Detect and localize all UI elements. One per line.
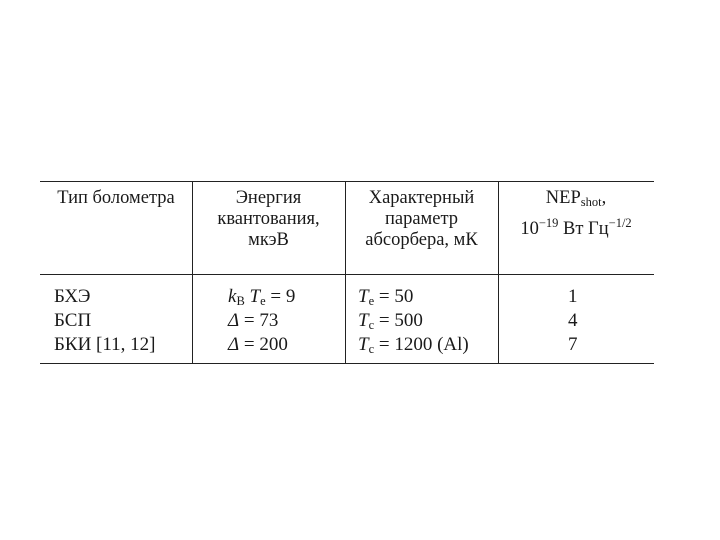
header-divider	[40, 274, 654, 275]
param-subscript: e	[368, 294, 375, 308]
header-line	[498, 188, 654, 213]
nep-unit-exp2: −1/2	[608, 216, 632, 230]
nep-comma: ,	[601, 188, 607, 208]
header-line: Характерный	[368, 188, 475, 208]
nep-label: NEP	[545, 188, 581, 208]
param-subscript: c	[368, 342, 375, 356]
nep-unit-base: 10	[520, 219, 539, 239]
row-parameter	[358, 333, 469, 361]
header-line: мкэВ	[248, 230, 289, 250]
row-type: БХЭ	[54, 286, 91, 307]
energy-symbol-2: T	[244, 286, 261, 307]
param-value: = 1200 (Al)	[374, 334, 469, 355]
header-absorber-parameter	[345, 188, 498, 251]
header-line: абсорбера, мК	[365, 230, 478, 250]
header-line: параметр	[384, 209, 459, 229]
nep-unit-text: Вт Гц	[558, 219, 609, 239]
energy-value: = 73	[239, 310, 279, 331]
param-value: = 50	[374, 286, 414, 307]
header-line: квантования,	[217, 209, 320, 229]
header-line: Энергия	[235, 188, 302, 208]
header-line	[498, 213, 654, 240]
energy-symbol: Δ	[228, 310, 240, 331]
row-energy	[228, 333, 288, 357]
energy-subscript-2: e	[260, 294, 266, 308]
row-type: БСП	[54, 310, 92, 331]
row-energy	[228, 309, 278, 333]
header-nep-shot	[498, 188, 654, 240]
bolometer-table	[40, 181, 654, 364]
row-nep: 1	[568, 286, 578, 307]
param-symbol: T	[358, 334, 369, 355]
header-line: Тип болометра	[57, 188, 175, 208]
header-bolometer-type	[40, 188, 192, 209]
row-nep: 4	[568, 310, 578, 331]
param-subscript: c	[368, 318, 375, 332]
param-symbol: T	[358, 310, 369, 331]
header-quantization-energy	[192, 188, 345, 251]
row-type: БКИ [11, 12]	[54, 334, 156, 355]
param-value: = 500	[374, 310, 423, 331]
nep-subscript: shot	[580, 195, 602, 209]
energy-value: = 9	[265, 286, 296, 307]
nep-unit-exp: −19	[538, 216, 559, 230]
energy-subscript: B	[236, 294, 245, 308]
energy-symbol: Δ	[228, 334, 240, 355]
row-nep: 7	[568, 334, 578, 355]
energy-value: = 200	[239, 334, 288, 355]
energy-symbol: k	[228, 286, 237, 307]
param-symbol: T	[358, 286, 369, 307]
